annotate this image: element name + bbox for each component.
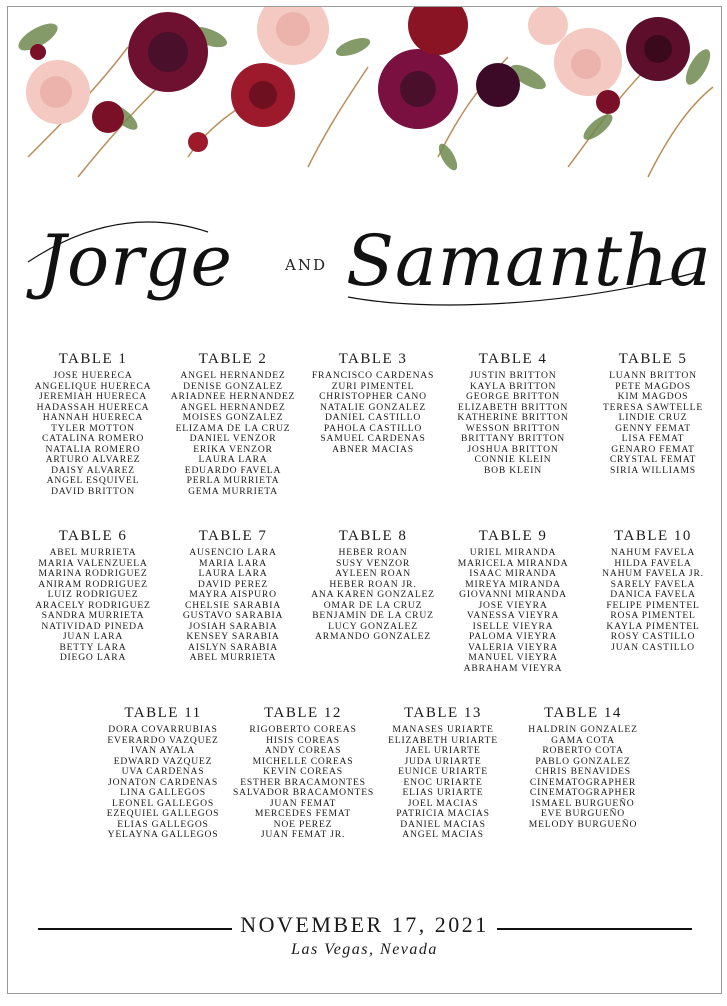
guest-name: CONNIE KLEIN [474, 454, 552, 465]
guest-name: MIREYA MIRANDA [465, 578, 561, 590]
guest-name: PAHOLA CASTILLO [323, 422, 423, 434]
guest-name: BETTY LARA [59, 641, 127, 653]
guest-name: JONATON CARDENAS [108, 776, 218, 788]
guest-name: ABNER MACIAS [332, 443, 414, 455]
table-block [23, 351, 163, 497]
guest-name: LUIZ RODRIGUEZ [47, 589, 139, 600]
event-location: Las Vegas, Nevada [291, 941, 438, 958]
guest-name: DANIEL CASTILLO [324, 412, 422, 423]
table-title: TABLE 5 [618, 351, 688, 367]
guest-name: TERESA SAWTELLE [603, 401, 703, 413]
guest-name: JOSIAH SARABIA [188, 620, 278, 632]
guest-name: SALVADOR BRACAMONTES [233, 787, 375, 798]
guest-name: ANDY COREAS [264, 745, 342, 756]
guest-name: AISLYN SARABIA [188, 641, 278, 653]
floral-header-illustration [8, 7, 721, 197]
guest-name: GENNY FEMAT [615, 422, 691, 434]
guest-name: AYLEEN ROAN [335, 568, 411, 579]
guest-name: ANGEL ESQUIVEL [46, 475, 140, 486]
guest-name: ESTHER BRACAMONTES [240, 776, 366, 788]
guest-name: FRANCISCO CARDENAS [311, 370, 435, 381]
table-block [513, 705, 653, 830]
guest-name: NAHUM FAVELA [610, 547, 696, 558]
table-title: TABLE 1 [58, 351, 128, 367]
guest-name: HALDRIN GONZALEZ [528, 724, 638, 735]
guest-name: TYLER MOTTON [51, 422, 135, 434]
guest-name: DAVID PEREZ [197, 578, 269, 590]
guest-name: LISA FEMAT [621, 433, 685, 444]
guest-name: LINDIE CRUZ [618, 412, 688, 423]
guest-name: ROSY CASTILLO [610, 631, 696, 642]
guest-name: LUANN BRITTON [609, 370, 697, 381]
guest-name: LUCY GONZALEZ [328, 620, 418, 632]
guest-name: MICHELLE COREAS [252, 755, 354, 767]
table-title: TABLE 7 [198, 528, 268, 544]
guest-name: MANUEL VIEYRA [468, 652, 558, 663]
guest-name: KIM MAGDOS [617, 391, 689, 402]
guest-name: PERLA MURRIETA [186, 475, 280, 486]
guest-name: ANGEL MACIAS [402, 829, 484, 840]
guest-name: MARINA RODRIGUEZ [38, 568, 148, 579]
guest-name: JUAN FEMAT JR. [260, 829, 346, 840]
guest-name: ANIRAM RODRIGUEZ [38, 578, 148, 590]
guest-name: JUDA URIARTE [404, 755, 482, 767]
guest-name: OMAR DE LA CRUZ [323, 599, 423, 611]
guest-name: GIOVANNI MIRANDA [459, 589, 567, 600]
table-title: TABLE 3 [338, 351, 408, 367]
table-block [443, 351, 583, 476]
guest-name: KEVIN COREAS [263, 766, 343, 777]
table-block [93, 705, 233, 841]
guest-name: ELIZABETH BRITTON [457, 401, 569, 413]
guest-name: ELIZAMA DE LA CRUZ [175, 422, 291, 434]
guest-name: DANICA FAVELA [610, 589, 696, 600]
guest-name: CATALINA ROMERO [41, 433, 145, 444]
table-title: TABLE 11 [124, 705, 202, 721]
guest-name: ARACELY RODRIGUEZ [35, 599, 151, 611]
seating-chart [7, 6, 722, 994]
guest-name: JOSE HUERECA [53, 370, 133, 381]
groom-name: Jorge [38, 220, 233, 302]
guest-name: PALOMA VIEYRA [469, 631, 557, 642]
guest-name: VANESSA VIEYRA [466, 610, 560, 621]
table-block [163, 351, 303, 497]
guest-name: MANASES URIARTE [392, 724, 494, 735]
guest-name: SARELY FAVELA [610, 578, 696, 590]
guest-name: SANDRA MURRIETA [41, 610, 145, 621]
guest-name: EDWARD VAZQUEZ [113, 755, 213, 767]
guest-name: MAYRA AISPURO [189, 589, 277, 600]
guest-name: JEREMIAH HUERECA [39, 391, 147, 402]
table-block [163, 528, 303, 664]
guest-name: HILDA FAVELA [614, 557, 692, 569]
table-title: TABLE 6 [58, 528, 128, 544]
guest-name: ABEL MURRIETA [189, 652, 277, 663]
guest-name: NAHUM FAVELA JR. [602, 568, 704, 579]
guest-name: MELODY BURGUEÑO [528, 818, 638, 830]
guest-name: CINEMATOGRAPHER [529, 787, 637, 798]
guest-name: ABEL MURRIETA [49, 547, 137, 558]
guest-name: JOSHUA BRITTON [467, 443, 559, 455]
guest-name: YELAYNA GALLEGOS [107, 829, 219, 840]
guest-name: HADASSAH HUERECA [36, 401, 150, 413]
table-title: TABLE 9 [478, 528, 548, 544]
table-block [303, 528, 443, 643]
guest-name: PATRICIA MACIAS [396, 808, 490, 819]
guest-name: ANGEL HERNANDEZ [180, 401, 286, 413]
guest-name: ROBERTO COTA [542, 745, 624, 756]
guest-name: MARIA LARA [199, 557, 267, 569]
guest-name: LINA GALLEGOS [120, 787, 206, 798]
table-title: TABLE 13 [404, 705, 482, 721]
guest-name: ELIZABETH URIARTE [388, 734, 498, 746]
guest-name: ARIADNEE HERNANDEZ [170, 391, 296, 402]
guest-name: CHELSIE SARABIA [185, 599, 281, 611]
guest-name: LAURA LARA [198, 454, 268, 465]
guest-name: WESSON BRITTON [465, 422, 561, 434]
guest-name: ARMANDO GONZALEZ [315, 631, 431, 642]
guest-name: ELIAS GALLEGOS [117, 818, 209, 830]
guest-name: DANIEL VENZOR [189, 433, 277, 444]
table-block [583, 528, 722, 653]
guest-name: EVE BURGUEÑO [541, 808, 625, 819]
guest-name: GENARO FEMAT [611, 443, 695, 455]
guest-name: JUAN FEMAT [269, 797, 337, 809]
and-connector: AND [285, 256, 327, 274]
guest-name: SUSY VENZOR [335, 557, 411, 569]
table-block [583, 351, 722, 476]
couple-names [8, 202, 721, 317]
guest-name: DANIEL MACIAS [400, 818, 486, 830]
guest-name: JOSE VIEYRA [478, 599, 548, 611]
guest-name: NOE PEREZ [273, 818, 333, 830]
guest-name: KATHERINE BRITTON [457, 412, 569, 423]
guest-name: NATALIA ROMERO [45, 443, 141, 455]
table-block [443, 528, 583, 674]
guest-name: ARTURO ALVAREZ [45, 454, 141, 465]
table-block [23, 528, 163, 664]
guest-name: CRYSTAL FEMAT [609, 454, 697, 465]
guest-name: ANA KAREN GONZALEZ [311, 589, 435, 600]
guest-name: HANNAH HUERECA [42, 412, 144, 423]
guest-name: AUSENCIO LARA [189, 547, 277, 558]
guest-name: DIEGO LARA [59, 652, 127, 663]
guest-name: HEBER ROAN JR. [329, 578, 417, 590]
table-title: TABLE 4 [478, 351, 548, 367]
guest-name: VALERIA VIEYRA [468, 641, 558, 653]
guest-name: DORA COVARRUBIAS [108, 724, 218, 735]
guest-name: EUNICE URIARTE [398, 766, 488, 777]
table-title: TABLE 12 [264, 705, 342, 721]
guest-name: CHRIS BENAVIDES [535, 766, 631, 777]
guest-name: DENISE GONZALEZ [183, 380, 283, 392]
guest-name: JUSTIN BRITTON [469, 370, 557, 381]
guest-name: MARICELA MIRANDA [457, 557, 569, 569]
guest-name: ISAAC MIRANDA [469, 568, 557, 579]
guest-name: BRITTANY BRITTON [461, 433, 565, 444]
guest-name: MOISES GONZALEZ [182, 412, 284, 423]
guest-name: GEMA MURRIETA [188, 485, 278, 497]
guest-name: FELIPE PIMENTEL [606, 599, 700, 611]
guest-name: ROSA PIMENTEL [610, 610, 696, 621]
guest-name: KENSEY SARABIA [186, 631, 280, 642]
table-title: TABLE 8 [338, 528, 408, 544]
guest-name: UVA CARDENAS [121, 766, 205, 777]
table-title: TABLE 10 [614, 528, 692, 544]
guest-name: DAVID BRITTON [51, 485, 135, 497]
table-title: TABLE 2 [198, 351, 268, 367]
guest-name: ISMAEL BURGUEÑO [531, 797, 635, 809]
table-block [373, 705, 513, 841]
table-block [303, 351, 443, 455]
guest-name: ISELLE VIEYRA [472, 620, 554, 632]
guest-name: GEORGE BRITTON [466, 391, 560, 402]
guest-name: SIRIA WILLIAMS [610, 464, 696, 476]
guest-name: MARIA VALENZUELA [38, 557, 148, 569]
table-block [233, 705, 373, 841]
guest-name: SAMUEL CARDENAS [320, 433, 426, 444]
guest-name: LEONEL GALLEGOS [112, 797, 214, 809]
guest-name: NATALIE GONZALEZ [319, 401, 427, 413]
event-date: NOVEMBER 17, 2021 [8, 912, 721, 938]
guest-name: HEBER ROAN [338, 547, 408, 558]
guest-name: EZEQUIEL GALLEGOS [106, 808, 220, 819]
guest-name: NATIVIDAD PINEDA [41, 620, 145, 632]
guest-name: ELIAS URIARTE [402, 787, 484, 798]
guest-name: MERCEDES FEMAT [254, 808, 352, 819]
guest-name: CHRISTOPHER CANO [319, 391, 427, 402]
guest-name: BOB KLEIN [483, 464, 543, 476]
guest-name: ERIKA VENZOR [193, 443, 273, 455]
guest-name: ZURI PIMENTEL [331, 380, 415, 392]
guest-name: URIEL MIRANDA [469, 547, 557, 558]
guest-name: ANGELIQUE HUERECA [34, 380, 152, 392]
guest-name: KAYLA PIMENTEL [606, 620, 700, 632]
guest-name: ABRAHAM VIEYRA [463, 662, 563, 674]
table-title: TABLE 14 [544, 705, 622, 721]
guest-name: JUAN LARA [62, 631, 124, 642]
guest-name: JUAN CASTILLO [611, 641, 695, 653]
guest-name: EVERARDO VAZQUEZ [107, 734, 219, 746]
guest-name: BENJAMIN DE LA CRUZ [312, 610, 434, 621]
guest-name: PETE MAGDOS [615, 380, 691, 392]
guest-name: RIGOBERTO COREAS [249, 724, 357, 735]
guest-name: GAMA COTA [551, 734, 615, 746]
guest-name: HISIS COREAS [266, 734, 340, 746]
guest-name: JOEL MACIAS [407, 797, 479, 809]
guest-name: CINEMATOGRAPHER [529, 776, 637, 788]
guest-name: LAURA LARA [198, 568, 268, 579]
guest-name: ANGEL HERNANDEZ [180, 370, 286, 381]
guest-name: DAISY ALVAREZ [51, 464, 135, 476]
guest-name: GUSTAVO SARABIA [182, 610, 284, 621]
bride-name: Samantha [346, 220, 712, 302]
guest-name: PABLO GONZALEZ [535, 755, 631, 767]
guest-name: IVAN AYALA [130, 745, 196, 756]
guest-name: KAYLA BRITTON [469, 380, 557, 392]
guest-name: EDUARDO FAVELA [184, 464, 282, 476]
guest-name: JAEL URIARTE [405, 745, 481, 756]
guest-name: ENOC URIARTE [403, 776, 483, 788]
